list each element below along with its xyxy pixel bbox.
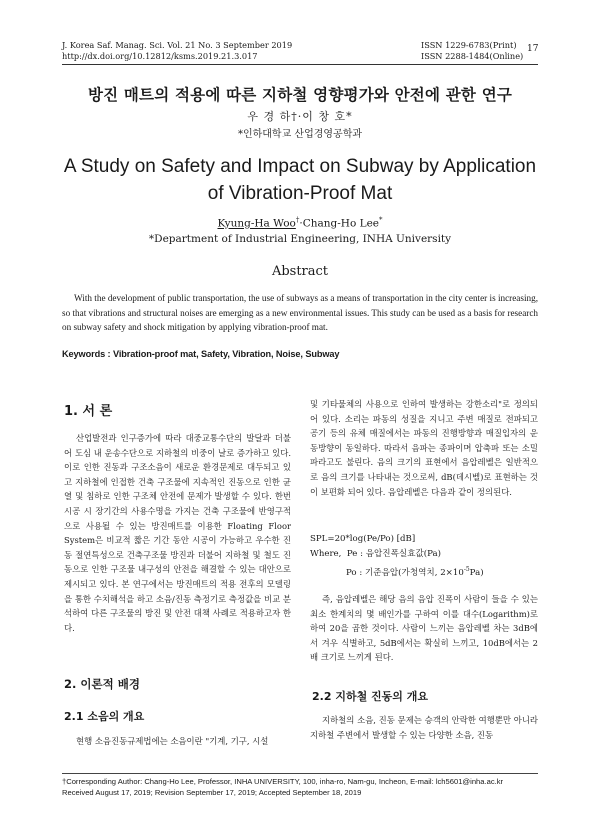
title-english-line1: A Study on Safety and Impact on Subway by Application xyxy=(63,156,537,177)
affiliation-english: *Department of Industrial Engineering, INHA University xyxy=(148,233,452,245)
section1-body xyxy=(64,431,291,635)
where-pe: Pe : 음압진폭실효값(Pa) xyxy=(346,549,442,559)
authors-english xyxy=(0,216,600,230)
abstract-heading: Abstract xyxy=(271,264,329,279)
author-woo: Kyung-Ha Woo xyxy=(217,217,296,230)
footnote-rule xyxy=(62,773,538,774)
author-lee: Chang-Ho Lee xyxy=(302,217,380,230)
section21-heading: 2.1 소음의 개요 xyxy=(64,710,145,723)
author-separator: · xyxy=(299,217,303,230)
footnote-dates: Received August 17, 2019; Revision September 17, 2019; Accepted September 18, 2019 xyxy=(62,788,362,797)
spl-formula: SPL=20*log(Pe/Po) [dB] xyxy=(310,534,416,544)
authors-korean: 우 경 하†·이 창 호* xyxy=(247,110,353,123)
author-mark-dagger: † xyxy=(295,216,300,224)
section22-heading: 2.2 지하철 진동의 개요 xyxy=(312,690,428,703)
right-column-para1 xyxy=(310,397,538,499)
right-column-para3 xyxy=(310,713,538,742)
section21-body xyxy=(64,734,291,749)
section2-heading: 2. 이론적 배경 xyxy=(64,677,140,691)
noise-definition-paragraph: 및 기타물체의 사용으로 인하여 발생하는 강한소리"로 정의되어 있다. 소리는 파동의 성질을 지니고 주변 매질로 전파되고 공기 등의 유체 매질에서는 파동의 진행방향과 매질입자의 운동방향이 동일하다. 따라서 음파는 종파이며 압축파 또는 소밀파라고도 불린다. 음의 크기의 표현에서 음압레벨은 일반적으로 음의 크기를 나타내는 것으로써, dB(데시벨)로 표현하는 것이 보편화 되어 있다. 음압레벨은 다음과 같이 정의된다. xyxy=(310,399,538,497)
spl-explanation-paragraph: 즉, 음압레벨은 해당 음의 음압 진폭이 사람이 들을 수 있는 최소 한계치의 몇 배인가를 구하여 이를 대수(Logarithm)로 하여 20을 곱한 것이다. 사람이 느끼는 음압레벨 차는 3dB에서 겨우 식별하고, 5dB에서는 확실히 느끼고, 10dB에서는 2배 크기로 느끼게 된다. xyxy=(310,594,538,663)
section21-paragraph: 현행 소음진동규제법에는 소음이란 "기계, 기구, 시설 xyxy=(76,736,269,746)
doi-link[interactable]: http://dx.doi.org/10.12812/ksms.2019.21.3.017 xyxy=(62,51,258,61)
title-english-line2: of Vibration-Proof Mat xyxy=(207,183,393,204)
author-mark-star: * xyxy=(379,216,383,224)
keywords: Keywords : Vibration-proof mat, Safety, Vibration, Noise, Subway xyxy=(62,349,340,359)
title-korean: 방진 매트의 적용에 따른 지하철 영향평가와 안전에 관한 연구 xyxy=(87,85,513,104)
formula-where-pe xyxy=(310,547,441,562)
issn-print: ISSN 1229-6783(Print) xyxy=(421,40,517,50)
right-column-para2 xyxy=(310,592,538,665)
section1-paragraph: 산업발전과 인구증가에 따라 대중교통수단의 발달과 더불어 도심 내 운송수단으로 지하철의 비중이 날로 증가하고 있다. 이로 인한 진동과 구조소음이 새로운 환경문제로 대두되고 있고 지하철에 인접한 건축 구조물에 지속적인 진동으로 인한 균열 및 침하로 인한 구조체 안전에 문제가 발생할 수 있다. 한번 시공 시 장기간의 사용수명을 가지는 건축 구조물에 반영구적으로 사용될 수 있는 방진매트를 이용한 Floating Floor System은 비교적 짧은 기간 동안 시공이 가능하고 우수한 진동 절연특성으로 건축구조물 방진과 더불어 지하철 및 철도 진동으로 인한 구조물 내구성의 안전을 해결할 수 있는 대안으로 제시되고 있다. 본 연구에서는 방진매트의 적용 전후의 모델링을 통한 수치해석을 하고 소음/진동 측정기로 측정값을 비교 분석하여 다른 구조물의 방진 및 안전 대책 사례로 적용하고자 한다. xyxy=(64,433,291,633)
where-label: Where, xyxy=(310,549,342,559)
issn-online: ISSN 2288-1484(Online) xyxy=(421,51,524,61)
where-po-end: Pa) xyxy=(469,567,484,578)
where-po: Po : 기준음압(가청역치, 2×10 xyxy=(346,567,464,578)
section1-heading: 1. 서 론 xyxy=(64,404,113,419)
journal-citation: J. Korea Saf. Manag. Sci. Vol. 21 No. 3 September 2019 xyxy=(62,40,293,50)
affiliation-korean: *인하대학교 산업경영공학과 xyxy=(237,129,363,140)
subway-vibration-paragraph: 지하철의 소음, 진동 문제는 승객의 안락한 여행뿐만 아니라 지하철 주변에서 발생할 수 있는 다양한 소음, 진동 xyxy=(310,715,538,740)
footnote-corresponding: †Corresponding Author: Chang-Ho Lee, Professor, INHA UNIVERSITY, 100, inha-ro, Nam-gu, Incheon, E-mail: lch5601@inha.ac.kr xyxy=(62,777,504,786)
formula-where-po xyxy=(346,562,484,581)
where-po-exponent: -5 xyxy=(463,566,470,573)
page-number: 17 xyxy=(527,44,539,54)
abstract-text: With the development of public transportation, the use of subways as a means of transportation in the city center is increasing, so that vibrations and structural noises are emerging as a new environmental issues. This study can be used as a basis for research on subway safety and shock mitigation by applying vibration-proof mat. xyxy=(62,293,539,332)
header-rule xyxy=(62,64,538,65)
